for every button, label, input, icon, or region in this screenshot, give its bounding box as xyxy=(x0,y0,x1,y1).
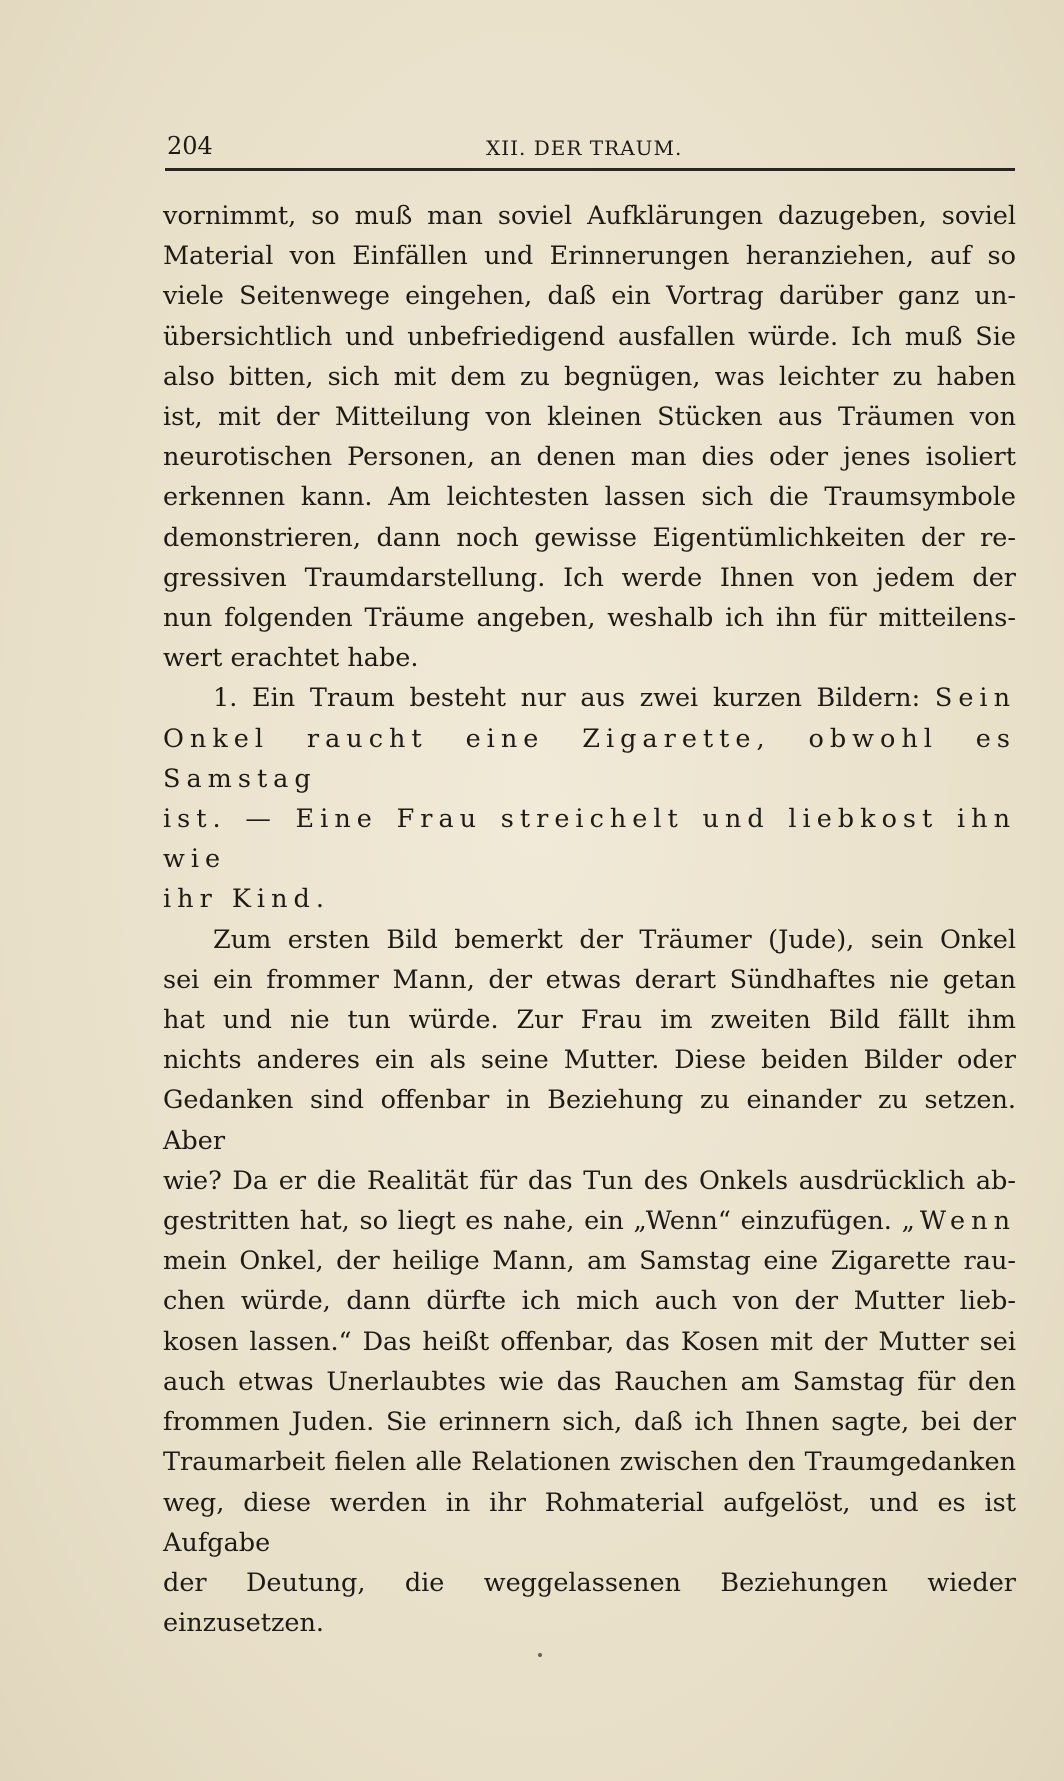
text-line: wie? Da er die Realität für das Tun des Onkels ausdrücklich ab- xyxy=(163,1165,1016,1196)
text-line: chen würde, dann dürfte ich mich auch von der Mutter lieb- xyxy=(163,1286,1016,1317)
text-line: Gedanken sind offenbar in Beziehung zu einander zu setzen. Aber xyxy=(163,1085,1016,1156)
line-segment: gestritten hat, so liegt es nahe, ein „Wenn“ einzufügen. xyxy=(163,1206,902,1237)
text-line: vornimmt, so muß man soviel Aufklärungen dazugeben, soviel xyxy=(163,201,1016,231)
spaced-line: ihr Kind. xyxy=(163,884,330,915)
page-number: 204 xyxy=(167,132,213,160)
text-line: Traumarbeit fielen alle Relationen zwischen den Traumgedanken xyxy=(163,1447,1016,1478)
text-line: sei ein frommer Mann, der etwas derart Sündhaftes nie getan xyxy=(163,964,1016,995)
running-head: XII. DER TRAUM. xyxy=(486,136,683,160)
text-line xyxy=(163,1201,1016,1241)
page-header xyxy=(165,128,1015,168)
line-segment: 1. Ein Traum besteht nur aus zwei kurzen Bildern: xyxy=(213,683,935,714)
text-line: gressiven Traumdarstellung. Ich werde Ihnen von jedem der xyxy=(163,562,1016,593)
text-line: viele Seitenwege eingehen, daß ein Vortrag darüber ganz un- xyxy=(163,281,1016,312)
text-line: wert erachtet habe. xyxy=(163,643,419,674)
text-line: weg, diese werden in ihr Rohmaterial aufgelöst, und es ist Aufgabe xyxy=(163,1487,1016,1558)
text-line: demonstrieren, dann noch gewisse Eigentümlichkeiten der re- xyxy=(163,522,1016,553)
text-line: übersichtlich und unbefriedigend ausfallen würde. Ich muß Sie xyxy=(163,321,1016,352)
text-line: nichts anderes ein als seine Mutter. Diese beiden Bilder oder xyxy=(163,1045,1016,1076)
text-line: hat und nie tun würde. Zur Frau im zweiten Bild fällt ihm xyxy=(163,1005,1016,1036)
text-line: mein Onkel, der heilige Mann, am Samstag eine Zigarette rau- xyxy=(163,1246,1016,1277)
spaced-line: Onkel raucht eine Zigarette, obwohl es Samstag xyxy=(163,723,1016,794)
text-line: nun folgenden Träume angeben, weshalb ich ihn für mitteilens- xyxy=(163,603,1016,634)
text-line: Zum ersten Bild bemerkt der Träumer (Jude), sein Onkel xyxy=(213,924,1016,955)
text-line: neurotischen Personen, an denen man dies oder jenes isoliert xyxy=(163,442,1016,473)
header-rule xyxy=(165,168,1015,171)
text-line: Material von Einfällen und Erinnerungen heranziehen, auf so xyxy=(163,241,1016,272)
text-line: frommen Juden. Sie erinnern sich, daß ich Ihnen sagte, bei der xyxy=(163,1407,1016,1438)
text-line: auch etwas Unerlaubtes wie das Rauchen am Samstag für den xyxy=(163,1366,1016,1397)
body-text xyxy=(163,196,1016,1643)
text-line: der Deutung, die weggelassenen Beziehungen wieder einzusetzen. xyxy=(163,1567,1016,1639)
text-line: kosen lassen.“ Das heißt offenbar, das Kosen mit der Mutter sei xyxy=(163,1326,1016,1357)
spaced-text: Sein xyxy=(934,683,1016,714)
spaced-line: ist. — Eine Frau streichelt und liebkost ihn wie xyxy=(163,804,1016,875)
paper-speck xyxy=(538,1653,542,1657)
text-line: also bitten, sich mit dem zu begnügen, was leichter zu haben xyxy=(163,361,1016,392)
text-line xyxy=(163,678,1016,718)
text-line: ist, mit der Mitteilung von kleinen Stücken aus Träumen von xyxy=(163,402,1016,433)
text-line: erkennen kann. Am leichtesten lassen sich die Traumsymbole xyxy=(163,482,1016,513)
spaced-text: „Wenn xyxy=(901,1206,1016,1237)
